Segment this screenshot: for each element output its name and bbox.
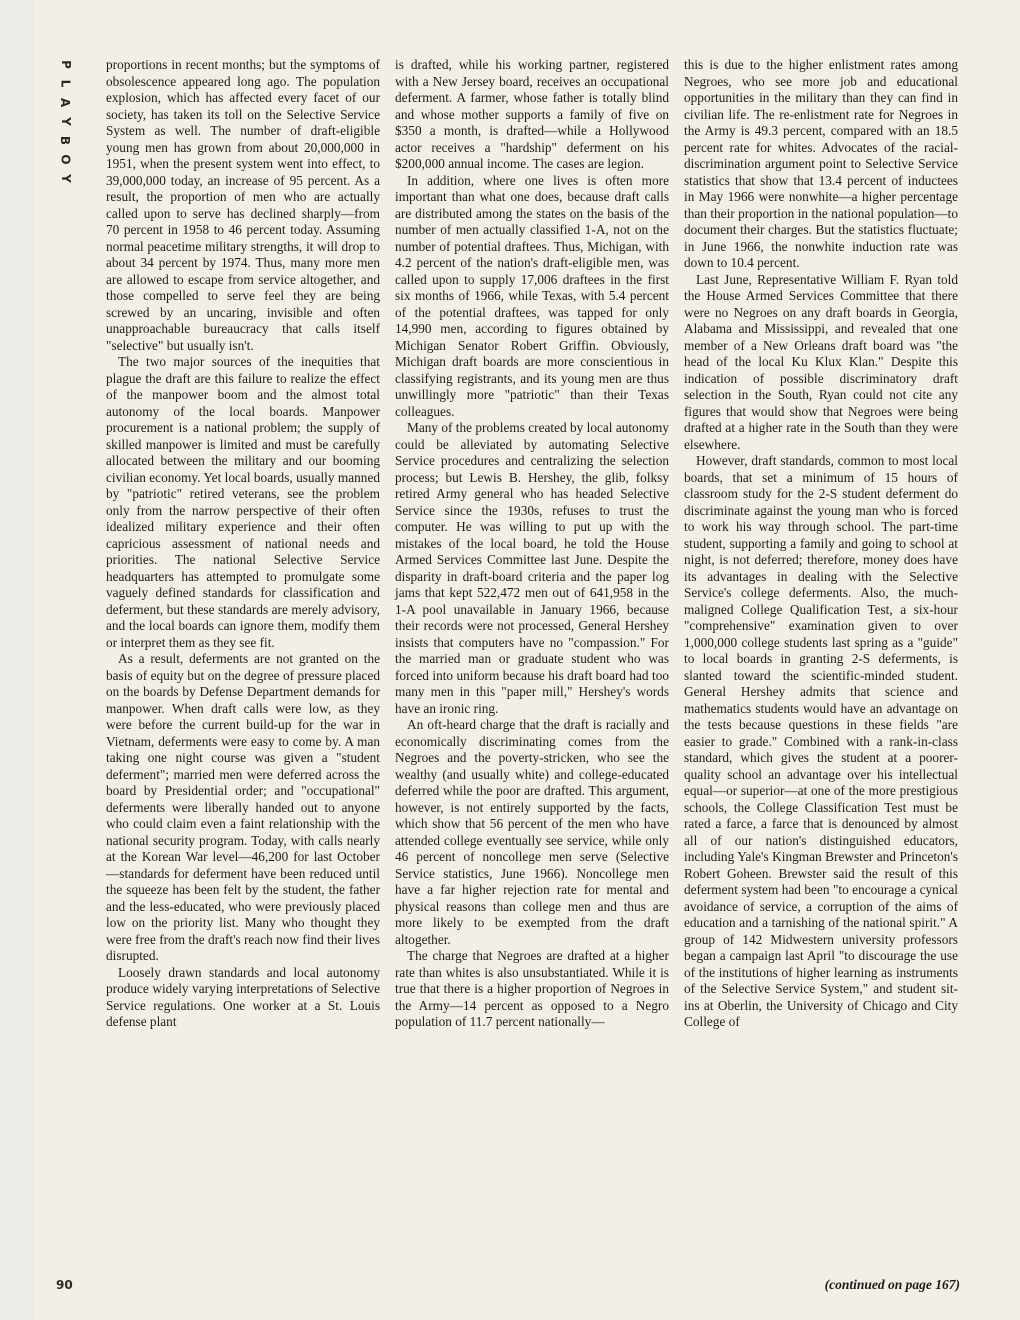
masthead-letter: Y: [58, 117, 73, 126]
article-column-1: [106, 57, 380, 1031]
masthead-letter: O: [58, 154, 73, 165]
masthead-letter: B: [58, 135, 73, 146]
article-column-3: [684, 57, 958, 1031]
masthead-playboy: [55, 58, 75, 185]
masthead-letter: Y: [58, 174, 73, 183]
paragraph: As a result, deferments are not granted on the basis of equity but on the degree of pressure placed on the boards by Defense Department demands for manpower. When draft calls were low, as they were before the current build-up for the war in Vietnam, deferments were easy to come by. A man taking one night course was given a "student deferment"; married men were deferred across the board by Presidential order; and "occupational" deferments were liberally handed out to anyone who could claim even a faint relationship with the national security program. Today, with calls nearly at the Korean War level—46,200 for last October—standards for deferment have been reduced until the squeeze has been felt by the student, the father and the less-educated, who were previously placed low on the priority list. Many who thought they were free from the draft's reach now find their lives disrupted.: [106, 651, 380, 963]
paragraph: Many of the problems created by local autonomy could be alleviated by automating Selective Service procedures and centralizing the selection process; but Lewis B. Hershey, the glib, folksy retired Army general who has headed Selective Service since the 1930s, refuses to trust the computer. He was willing to put up with the mistakes of the local board, he told the House Armed Services Committee last June. Despite the disparity in draft-board criteria and the paper log jams that kept 522,472 men out of 641,958 in the 1-A pool unavailable in January 1966, because their records were not processed, General Hershey insists that computers have no "compassion." For the married man or graduate student who was forced into uniform because his draft board had too many men in this "paper mill," Hershey's words have an ironic ring.: [395, 420, 669, 716]
paragraph: However, draft standards, common to most local boards, that set a minimum of 15 hours of classroom study for the 2-S student deferment do discriminate against the young man who is forced to work his way through school. The part-time student, supporting a family and going to school at night, is not deferred; therefore, money does have its advantages in dealing with the Selective Service's college deferments. Also, the much-maligned College Qualification Test, a six-hour "comprehensive" examination given to over 1,000,000 college students last spring as a "guide" to local boards in granting 2-S deferments, is slanted toward the scientific-minded student. General Hershey admits that science and mathematics students would have an advantage on the tests because questions in these fields "are easier to grade." Combined with a rank-in-class standard, which gives the student at a poorer-quality school an advantage over his intellectual equal—or superior—at one of the more prestigious schools, the College Classification Test must be rated a farce, a farce that is denounced by almost all of our nation's distinguished educators, including Yale's Kingman Brewster and Princeton's Robert Goheen. Brewster said the result of this deferment system had been "to encourage a cynical avoidance of service, a corruption of the aims of education and a tarnishing of the national spirit." A group of 142 Midwestern university professors began a campaign last April "to discourage the use of the institutions of higher learning as instruments of the Selective Service System," and student sit-ins at Oberlin, the University of Chicago and City College of: [684, 453, 958, 1029]
paragraph: An oft-heard charge that the draft is racially and economically discriminating comes from the Negroes and the poverty-stricken, who see the wealthy (and usually white) and college-educated deferred while the poor are drafted. This argument, however, is not entirely supported by the facts, which show that 56 percent of the men who have attended college eventually see service, while only 46 percent of noncollege men serve (Selective Service statistics, June 1966). Noncollege men have a far higher rejection rate for mental and physical reasons than college men and thus are more likely to be exempted from the draft altogether.: [395, 717, 669, 947]
paragraph: Loosely drawn standards and local autonomy produce widely varying interpretations of Selective Service regulations. One worker at a St. Louis defense plant: [106, 964, 380, 1029]
paragraph: In addition, where one lives is often more important than what one does, because draft calls are distributed among the states on the basis of the number of men actually classified 1-A, not on the number of potential draftees. Thus, Michigan, with 4.2 percent of the nation's draft-eligible men, was called upon to supply 17,006 draftees in the first six months of 1966, while Texas, with 5.4 percent of the potential draftees, was tapped for only 14,990 men, according to figures obtained by Michigan Senator Robert Griffin. Obviously, Michigan draft boards are more conscientious in classifying registrants, and its young men are thus unwillingly more "patriotic" than their Texas colleagues.: [395, 172, 669, 419]
masthead-letter: A: [58, 97, 73, 108]
paragraph: The charge that Negroes are drafted at a higher rate than whites is also unsubstantiated. While it is true that there is a higher proportion of Negroes in the Army—14 percent as opposed to a Negro population of 11.7 percent nationally—: [395, 948, 669, 1029]
page-number: 90: [56, 1278, 73, 1292]
paragraph: this is due to the higher enlistment rates among Negroes, who see more job and educational opportunities in the military than they can find in civilian life. The re-enlistment rate for Negroes in the Army is 49.3 percent, compared with an 18.5 percent rate for whites. Advocates of the racial-discrimination argument point to Selective Service statistics that show that 13.4 percent of inductees in May 1966 were nonwhite—a higher percentage than their proportion in the national population—to document their charges. But the statistics fluctuate; in June 1966, the nonwhite induction rate was down to 10.4 percent.: [684, 57, 958, 270]
continued-note: (continued on page 167): [824, 1277, 960, 1292]
paragraph: Last June, Representative William F. Ryan told the House Armed Services Committee that there were no Negroes on any draft boards in Georgia, Alabama and Mississippi, and revealed that one member of a New Orleans draft board was "the head of the local Ku Klux Klan." Despite this indication of possible discriminatory draft selection in the South, Ryan could not cite any figures that would show that Negroes were being drafted at a higher rate in the South than they were elsewhere.: [684, 271, 958, 452]
article-column-2: [395, 57, 669, 1031]
paragraph: proportions in recent months; but the symptoms of obsolescence appeared long ago. The population explosion, which has affected every facet of our society, has taken its toll on the Selective Service System as well. The number of draft-eligible young men has grown from about 20,000,000 in 1951, when the present system went into effect, to 39,000,000 today, an increase of 95 percent. As a result, the proportion of men who are actually called upon to serve has declined sharply—from 70 percent in 1958 to 46 percent today. Assuming normal peacetime military strengths, it will drop to about 34 percent by 1974. Thus, many more men are allowed to escape from service altogether, and those compelled to serve feel they are being screwed by an uncaring, invisible and often unapproachable bureaucracy that calls itself "selective" but usually isn't.: [106, 57, 380, 353]
masthead-letter: P: [58, 60, 73, 69]
page-edge: [0, 0, 34, 1320]
paragraph: The two major sources of the inequities that plague the draft are this failure to realize the effect of the manpower boom and the almost total autonomy of the local boards. Manpower procurement is a national problem; the supply of skilled manpower is limited and must be carefully allocated between the military and our booming civilian economy. Yet local boards, usually manned by "patriotic" retired veterans, see the problem only from the narrow perspective of their often idealized military experience and their often capricious assessment of national needs and priorities. The national Selective Service headquarters has attempted to promulgate some vaguely defined standards for classification and deferment, but these standards are merely advisory, and the local boards can ignore them, modify them or interpret them as they see fit.: [106, 354, 380, 650]
masthead-letter: L: [58, 79, 73, 88]
paragraph: is drafted, while his working partner, registered with a New Jersey board, receives an occupational deferment. A farmer, whose father is totally blind and whose mother supports a family of five on $350 a month, is drafted—while a Hollywood actor receives a "hardship" deferment on his $200,000 annual income. The cases are legion.: [395, 57, 669, 171]
